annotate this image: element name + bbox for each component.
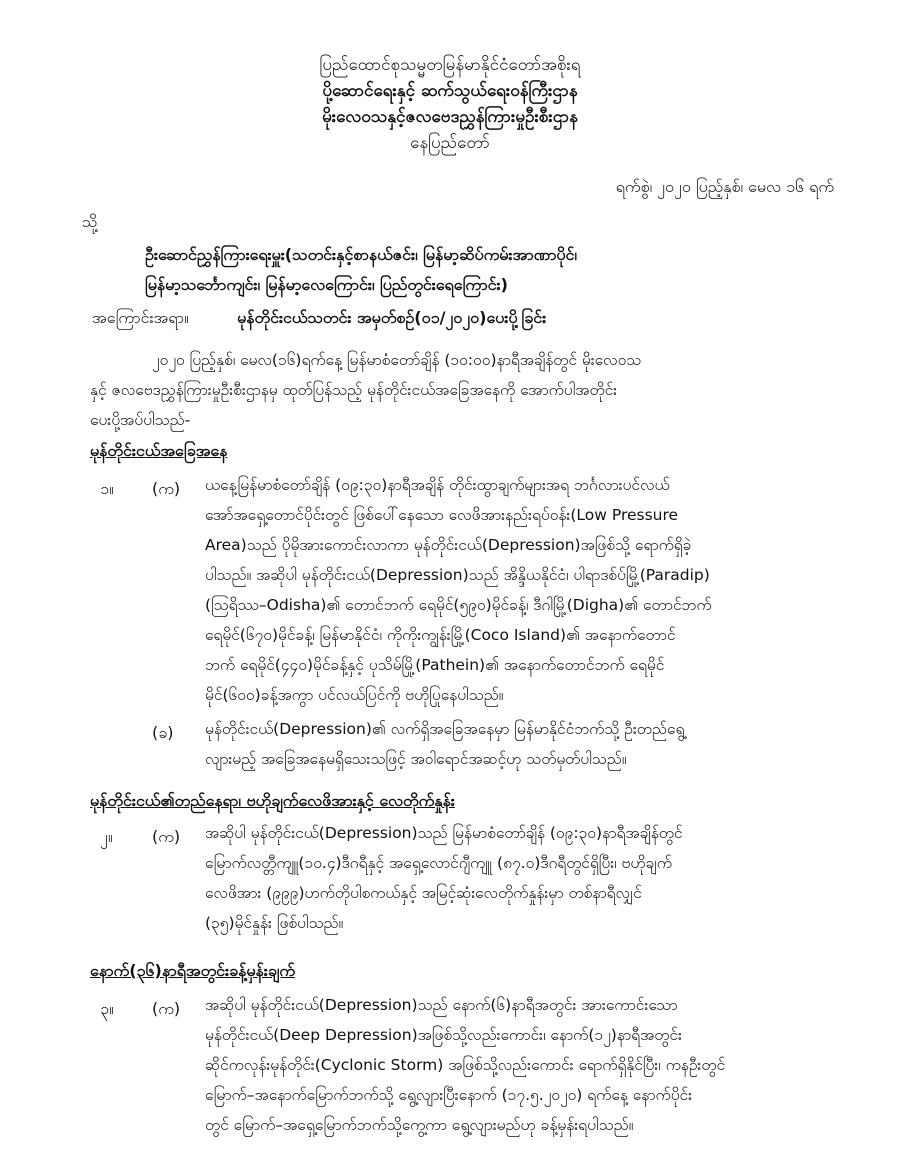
section-3-heading: နောက်(၃၆)နာရီအတွင်းခန့်မှန်းချက် <box>90 961 296 980</box>
section-3-a-label: (က) <box>152 999 181 1018</box>
subject-line <box>92 307 546 331</box>
s1a-line-1: ယနေ့မြန်မာစံတော်ချိန် (၀၉:၃၀)နာရီအချိန် တိုင်းထွာချက်များအရ ဘင်္ဂလားပင်လယ် <box>205 476 670 494</box>
s2a-line-1: အဆိုပါ မုန်တိုင်းငယ်(Depression)သည် မြန်မာစံတော်ချိန် (၀၉:၃၀)နာရီအချိန်တွင် <box>205 824 683 842</box>
letter-date: ရက်စွဲ၊ ၂၀၂၀ ပြည့်နှစ်၊ မေလ ၁၆ ရက် <box>615 177 834 196</box>
section-3-number: ၃။ <box>100 999 114 1018</box>
to-label: သို့ <box>82 212 98 231</box>
s1a-line-4: ပါသည်။ အဆိုပါ မုန်တိုင်းငယ်(Depression)သည် အိန္ဒိယနိုင်ငံ၊ ပါရာဒစ်ပ်မြို့(Paradip) <box>205 566 710 584</box>
city-name: နေပြည်တော် <box>410 133 490 153</box>
subject-label: အကြောင်းအရာ။ <box>92 308 189 327</box>
intro-paragraph <box>90 345 820 435</box>
section-1-heading: မုန်တိုင်းငယ်အခြေအနေ <box>90 441 228 460</box>
department-title: မိုးလေဝသနှင့်ဇလဗေဒညွှန်ကြားမှုဦးစီးဌာန <box>322 107 578 127</box>
section-2-a-paragraph <box>205 818 825 938</box>
section-2-number: ၂။ <box>100 827 113 846</box>
section-1-b-paragraph <box>205 714 825 774</box>
s1a-line-3: Area)သည် ပိုမိုအားကောင်းလာကာ မုန်တိုင်းငယ်(Depression)အဖြစ်သို့ ရောက်ရှိခဲ့ <box>205 536 692 554</box>
section-2-heading: မုန်တိုင်းငယ်၏တည်နေရာ၊ ဗဟိုချက်လေဖိအားနှင့် လေတိုက်နှုန်း <box>90 791 455 810</box>
s3a-line-1: အဆိုပါ မုန်တိုင်းငယ်(Depression)သည် နောက်(၆)နာရီအတွင်း အားကောင်းသော <box>205 996 678 1014</box>
letterhead <box>0 52 900 156</box>
s1a-line-5: (ဩရိဿ–Odisha)၏ တောင်ဘက် ရေမိုင်(၅၉၀)မိုင်ခန့်၊ ဒီဂါမြို့(Digha)၏ တောင်ဘက် <box>205 596 712 614</box>
s2a-line-2: မြောက်လတ္တီကျူ(၁၀.၄)ဒီဂရီနှင့် အရှေ့လောင်ဂျီကျူ (၈၇.၀)ဒီဂရီတွင်ရှိပြီး၊ ဗဟိုချက် <box>205 854 672 872</box>
s2a-line-3: လေဖိအား (၉၉၉)ဟက်တိုပါစကယ်နှင့် အမြင့်ဆုံးလေတိုက်နှုန်းမှာ တစ်နာရီလျှင် <box>205 884 642 902</box>
recipient-line-2: မြန်မာ့သင်္ဘောကျင်း၊ မြန်မာ့လေကြောင်း၊ ပြည်တွင်းရေကြောင်း) <box>145 275 508 294</box>
recipient-line-1: ဦးဆောင်ညွှန်ကြားရေးမှူး(သတင်းနှင့်စာနယ်ဇင်း၊ မြန်မာ့ဆိပ်ကမ်းအာဏာပိုင်၊ <box>145 245 577 264</box>
section-1-a-paragraph <box>205 470 825 710</box>
s1a-line-6: ရေမိုင်(၆၇၀)မိုင်ခန့်၊ မြန်မာနိုင်ငံ၊ ကိုကိုးကျွန်းမြို့(Coco Island)၏ အနောက်တောင် <box>205 626 676 644</box>
s1b-line-2: လျားမည့် အခြေအနေမရှိသေးသဖြင့် အဝါရောင်အဆင့်ဟု သတ်မှတ်ပါသည်။ <box>205 750 627 768</box>
section-2-a-label: (က) <box>152 827 181 846</box>
s2a-line-4: (၃၅)မိုင်နှုန်း ဖြစ်ပါသည်။ <box>205 914 344 932</box>
s1b-line-1: မုန်တိုင်းငယ်(Depression)၏ လက်ရှိအခြေအနေမှာ မြန်မာနိုင်ငံဘက်သို့ ဦးတည်ရွေ့ <box>205 720 685 738</box>
s1a-line-7: ဘက် ရေမိုင်(၄၄၀)မိုင်ခန့်နှင့် ပုသိမ်မြို့(Pathein)၏ အနောက်တောင်ဘက် ရေမိုင် <box>205 656 665 674</box>
s3a-line-5: တွင် မြောက်–အရှေ့မြောက်ဘက်သို့ကွေ့ကာ ရွေ့လျားမည်ဟု ခန့်မှန်းရပါသည်။ <box>205 1116 634 1134</box>
s3a-line-4: မြောက်–အနောက်မြောက်ဘက်သို့ ရွေ့လျားပြီးနောက် (၁၇.၅.၂၀၂၀) ရက်နေ့ နောက်ပိုင်း <box>205 1086 693 1104</box>
s1a-line-8: မိုင်(၆၀၀)ခန့်အကွာ ပင်လယ်ပြင်ကို ဗဟိုပြုနေပါသည်။ <box>205 686 504 704</box>
ministry-title: ပို့ဆောင်ရေးနှင့် ဆက်သွယ်ရေးဝန်ကြီးဌာန <box>322 81 578 101</box>
section-1-a-label: (က) <box>152 479 181 498</box>
section-1-number: ၁။ <box>100 479 114 498</box>
section-3-a-paragraph <box>205 990 825 1140</box>
s1a-line-2: အော်အရှေ့တောင်ပိုင်းတွင် ဖြစ်ပေါ်နေသော လေဖိအားနည်းရပ်ဝန်း(Low Pressure <box>205 506 679 524</box>
s3a-line-2: မုန်တိုင်းငယ်(Deep Depression)အဖြစ်သို့လည်းကောင်း၊ နောက်(၁၂)နာရီအတွင်း <box>205 1026 682 1044</box>
intro-line-2: နှင့် ဇလဗေဒညွှန်ကြားမှုဦးစီးဌာနမှ ထုတ်ပြန်သည့် မုန်တိုင်းငယ်အခြေအနေကို အောက်ပါအတိုင်း <box>90 381 618 399</box>
intro-line-3: ပေးပို့အပ်ပါသည်- <box>90 411 191 429</box>
s3a-line-3: ဆိုင်ကလုန်းမုန်တိုင်း(Cyclonic Storm) အဖြစ်သို့လည်းကောင်း ရောက်ရှိနိုင်ပြီး၊ ကနဦးတွင် <box>205 1056 726 1074</box>
subject-text: မုန်တိုင်းငယ်သတင်း အမှတ်စဉ်(၀၁/၂၀၂၀)ပေးပို့ခြင်း <box>237 308 547 327</box>
government-title: ပြည်ထောင်စုသမ္မတမြန်မာနိုင်ငံတော်အစိုးရ <box>319 55 581 75</box>
intro-line-1: ၂၀၂၀ ပြည့်နှစ်၊ မေလ(၁၆)ရက်နေ့ မြန်မာစံတော်ချိန် (၁၀:၀၀)နာရီအချိန်တွင် မိုးလေဝသ <box>152 351 642 369</box>
recipient-block <box>145 240 845 300</box>
section-1-b-label: (ခ) <box>152 723 174 742</box>
